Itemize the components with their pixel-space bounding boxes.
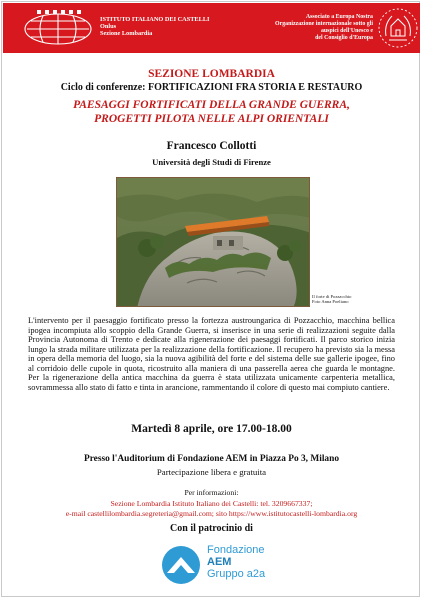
association-block [253,14,373,42]
castle-battlements-logo [21,7,95,49]
talk-title-line1: PAESAGGI FORTIFICATI DELLA GRANDE GUERRA, [73,99,350,111]
org-section: Sezione Lombardia [100,30,153,38]
info-label: Per informazioni: [184,488,239,497]
assoc-line: Associato a Europa Nostra [305,14,373,20]
series-title: Ciclo di conferenze: FORTIFICAZIONI FRA STORIA E RESTAURO [60,82,363,93]
photo-caption-line2: Foto Anna Poeliano [312,299,349,305]
photo-caption [312,294,351,305]
event-dateline: Martedì 8 aprile, ore 17.00-18.00 [131,423,292,435]
europa-nostra-wreath-logo [376,6,420,50]
body-paragraph: L'intervento per il paesaggio fortificato presso la fortezza austroungarica di Pozzacchio, macchina bellica ipogea incompiuta allo scoppio della Grande Guerra, si inserisce in una serie di realizzazioni seguite dalla Provincia Autonoma di Trento e dedicate alla rigenerazione dei paesaggi fortificati. Il parco storico inizia lungo la strada militare utilizzata per la realizzazione della fortificazione. Il recupero ha previsto sia la messa in opera della memoria del luogo, sia la nuova agibilità del forte e del sistema delle sue gallerie ipogee, fino al corridoio delle cupole in quota, ricostruito alla maniera di una passerella aerea che guarda le montagne. Per la rigenerazione della antica macchina da guerra è stata utilizzata unicamente carpenteria metallica, sovrammessa allo stato di fatto e tinta in arancione, rammentando il colore di questo mai compiuto cantiere. [28,316,395,392]
org-status: Onlus [100,23,117,31]
sponsor-line1: Fondazione [207,544,265,556]
assoc-line: Organizzazione internazionale sotto gli [275,20,373,27]
section-title: SEZIONE LOMBARDIA [148,68,275,80]
org-block [100,16,209,38]
assoc-line: auspici dell'Unesco e [320,27,373,34]
assoc-line: del Consiglio d'Europa [315,34,373,41]
entry-note: Partecipazione libera e gratuita [156,467,267,477]
patronage-label: Con il patrocinio di [170,523,253,534]
org-name: ISTITUTO ITALIANO DEI CASTELLI [100,16,210,23]
event-venue: Presso l'Auditorium di Fondazione AEM in Piazza Po 3, Milano [83,454,340,464]
speaker-affiliation: Università degli Studi di Firenze [152,157,271,167]
sponsor-line2: AEM [207,556,232,568]
header-banner [3,3,420,53]
aem-mountain-logo [161,545,201,585]
photo-caption-line1: Il forte di Pozzacchio [312,294,352,299]
talk-title-line2: PROGETTI PILOTA NELLE ALPI ORIENTALI [94,113,329,125]
sponsor-wordmark [207,544,265,580]
fort-photo [116,177,310,307]
speaker-name: Francesco Collotti [166,140,257,152]
sponsor-line3: Gruppo a2a [207,568,266,580]
fort-landscape-image [117,178,310,307]
info-contact-line[interactable]: e-mail castellilombardia.segreteria@gmail.com; sito https://www.istitutocastelli-lombardia.org [65,509,358,518]
info-phone-line: Sezione Lombardia Istituto Italiano dei Castelli: tel. 3209667337; [110,499,313,508]
